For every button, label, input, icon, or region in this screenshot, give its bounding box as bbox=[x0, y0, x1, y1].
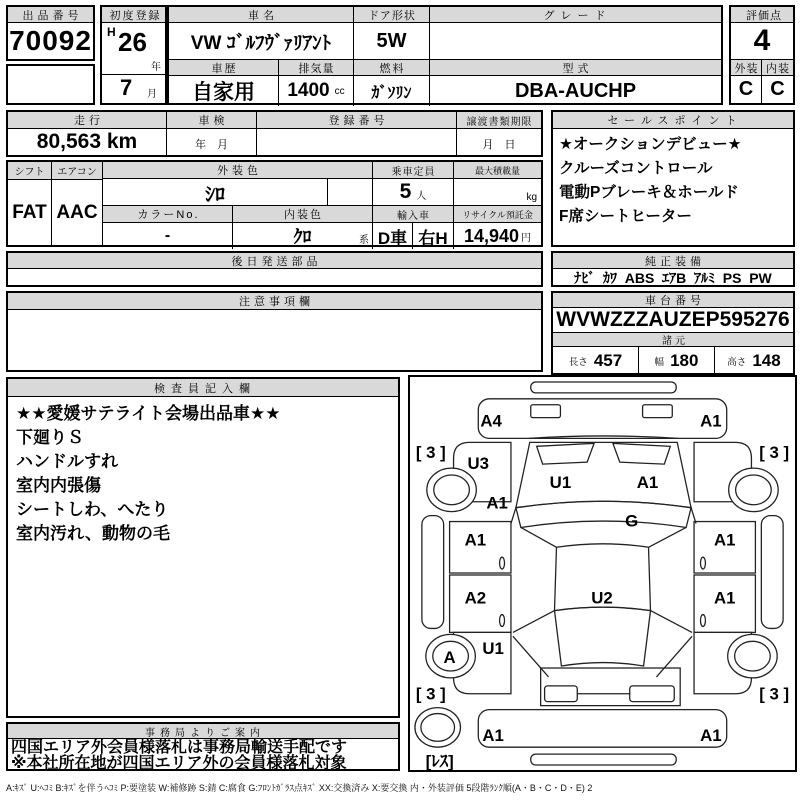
length-value: 457 bbox=[593, 350, 623, 370]
diagram-label: A1 bbox=[636, 472, 659, 492]
year-unit: 年 bbox=[151, 62, 161, 73]
text-line: ハンドルすれ bbox=[16, 452, 118, 471]
later-parts-label: 後日発送部品 bbox=[8, 253, 541, 269]
capacity-unit: 人 bbox=[416, 191, 427, 202]
month-unit: 月 bbox=[147, 89, 157, 100]
width-label: 幅 bbox=[654, 356, 665, 368]
exterior-color-value: ｼﾛ bbox=[103, 179, 328, 205]
transfer-due-value: 月 日 bbox=[482, 139, 516, 151]
color-no-label: カラーNo. bbox=[103, 206, 233, 222]
import-car-value1: D車 bbox=[373, 223, 413, 249]
inspection-label: 車検 bbox=[167, 112, 257, 128]
first-registration-month-cell bbox=[102, 75, 165, 103]
first-registration-label: 初度登録 bbox=[102, 7, 165, 23]
interior-grade-value: C bbox=[770, 78, 785, 100]
vehicle-main-box bbox=[167, 5, 723, 105]
height-label: 高さ bbox=[727, 356, 747, 368]
max-load-unit: kg bbox=[526, 192, 537, 203]
diagram-label: A1 bbox=[713, 530, 736, 550]
diagram-label: [ 3 ] bbox=[759, 443, 790, 463]
equipment-label: 純正装備 bbox=[553, 253, 793, 269]
width-value: 180 bbox=[670, 350, 699, 370]
inspector-notes-lines bbox=[8, 397, 398, 551]
first-registration-year-cell bbox=[102, 23, 165, 75]
diagram-label: A4 bbox=[480, 411, 502, 431]
first-registration-year: 26 bbox=[118, 27, 147, 57]
door-value: 5W bbox=[354, 23, 430, 59]
diagram-label: U1 bbox=[549, 472, 572, 492]
office-notice-box bbox=[6, 722, 400, 771]
displacement-value: 1400 bbox=[287, 80, 330, 101]
cautions-box bbox=[6, 291, 543, 372]
office-notice-lines bbox=[8, 739, 398, 772]
first-registration-month: 7 bbox=[120, 75, 133, 100]
history-value: 自家用 bbox=[169, 76, 279, 106]
recycle-unit: 円 bbox=[521, 232, 532, 244]
diagram-label: A bbox=[443, 648, 456, 668]
first-registration-box bbox=[100, 5, 167, 105]
diagram-label: U2 bbox=[591, 588, 613, 608]
score-box bbox=[729, 5, 795, 105]
exterior-color-label: 外装色 bbox=[103, 162, 373, 178]
text-line: 電動Pブレーキ＆ホールド bbox=[559, 184, 739, 201]
inspection-value: 年 月 bbox=[167, 129, 257, 155]
auction-number-value: 70092 bbox=[9, 25, 92, 56]
length-label: 長さ bbox=[568, 356, 588, 368]
diagram-label: [ﾚｽ] bbox=[425, 751, 454, 770]
max-load-label: 最大積載量 bbox=[454, 162, 541, 178]
interior-grade-label: 内装 bbox=[762, 60, 793, 75]
vin-box bbox=[551, 291, 795, 375]
door-label: ドア形状 bbox=[354, 7, 430, 22]
recycle-label: リサイクル預託金 bbox=[454, 206, 541, 222]
equipment-value: ﾅﾋﾞ ｶﾜ ABS ｴｱB ｱﾙﾐ PS PW bbox=[574, 269, 772, 286]
diagram-label: A1 bbox=[700, 726, 722, 746]
recycle-value: 14,940 bbox=[463, 225, 520, 246]
vin-value: WVWZZZAUZEP595276 bbox=[553, 308, 793, 333]
mileage-value: 80,563 km bbox=[8, 129, 167, 155]
displacement-label: 排気量 bbox=[279, 60, 354, 75]
diagram-label: A1 bbox=[482, 726, 504, 746]
capacity-value: 5 bbox=[399, 180, 412, 203]
shift-value: FAT bbox=[12, 201, 47, 223]
inspector-notes-label: 検査員記入欄 bbox=[8, 379, 398, 397]
aircon-value: AAC bbox=[56, 201, 98, 223]
auction-number-box bbox=[6, 5, 95, 61]
exterior-color-sub-cell bbox=[328, 179, 373, 205]
color-no-value: - bbox=[103, 223, 233, 249]
sales-points-label: セールスポイント bbox=[553, 112, 793, 129]
shift-label: シフト bbox=[8, 162, 51, 180]
inspector-notes-box bbox=[6, 377, 400, 718]
office-notice-label: 事務局よりご案内 bbox=[8, 724, 398, 739]
diagram-label: A1 bbox=[464, 530, 487, 550]
registration-number-label: 登録番号 bbox=[257, 112, 457, 128]
text-line: クルーズコントロール bbox=[559, 160, 713, 177]
import-car-value2: 右H bbox=[413, 223, 454, 249]
registration-number-value bbox=[257, 129, 457, 155]
grade-label: グレード bbox=[430, 7, 721, 22]
diagram-label: U1 bbox=[482, 639, 504, 659]
car-name-value: VW ｺﾞﾙﾌｳﾞｧﾘｱﾝﾄ bbox=[169, 23, 354, 59]
fuel-label: 燃料 bbox=[354, 60, 430, 75]
shift-column bbox=[8, 162, 52, 245]
text-line: 四国エリア外会員様落札は事務局輸送手配です bbox=[11, 739, 348, 756]
diagram-label: [ 3 ] bbox=[759, 684, 790, 704]
later-parts-box bbox=[6, 251, 543, 287]
import-car-label: 輸入車 bbox=[373, 206, 454, 222]
diagram-label: A1 bbox=[700, 411, 722, 431]
mileage-box bbox=[6, 110, 543, 157]
interior-color-suffix: 系 bbox=[359, 235, 369, 246]
score-value: 4 bbox=[731, 23, 793, 60]
aircon-label: エアコン bbox=[52, 162, 102, 180]
diagram-label: G bbox=[625, 511, 639, 531]
model-code-value: DBA-AUCHP bbox=[514, 79, 637, 102]
era-mark: H bbox=[107, 25, 116, 39]
text-line: 室内内張傷 bbox=[16, 476, 101, 495]
color-grid-box bbox=[6, 160, 543, 247]
auction-number-label: 出品番号 bbox=[8, 7, 93, 23]
exterior-grade-label: 外装 bbox=[731, 60, 762, 75]
text-line: F席シートヒーター bbox=[559, 208, 692, 225]
auction-number-empty-box bbox=[6, 64, 95, 105]
text-line: 下廻りＳ bbox=[16, 428, 84, 447]
height-value: 148 bbox=[752, 350, 781, 370]
diagram-label: A1 bbox=[713, 588, 736, 608]
diagram-label: [ 3 ] bbox=[415, 443, 446, 463]
score-label: 評価点 bbox=[731, 7, 793, 23]
diagram-label: A1 bbox=[486, 493, 508, 513]
exterior-grade-value: C bbox=[731, 76, 762, 103]
text-line: 室内汚れ、動物の毛 bbox=[16, 524, 171, 543]
mileage-label: 走行 bbox=[8, 112, 167, 128]
diagram-label: [ 3 ] bbox=[415, 684, 446, 704]
model-code-label: 型式 bbox=[430, 60, 721, 75]
sales-points-lines bbox=[553, 129, 793, 229]
cautions-label: 注意事項欄 bbox=[8, 293, 541, 310]
car-damage-diagram bbox=[410, 377, 795, 770]
diagram-label: U3 bbox=[467, 454, 490, 474]
car-name-label: 車名 bbox=[169, 7, 354, 22]
diagram-label: A2 bbox=[464, 588, 487, 608]
transfer-due-label: 譲渡書類期限 bbox=[457, 112, 541, 128]
text-line: シートしわ、へたり bbox=[16, 500, 169, 519]
grade-value bbox=[430, 23, 721, 59]
interior-color-label: 内装色 bbox=[233, 206, 373, 222]
history-label: 車歴 bbox=[169, 60, 279, 75]
damage-code-legend: A:ｷｽﾞ U:ﾍｺﾐ B:ｷｽﾞを伴うﾍｺﾐ P:要塗装 W:補修跡 S:錆 C:腐食 G:ﾌﾛﾝﾄｶﾞﾗｽ点ｷｽﾞ XX:交換済み X:要交換 内・外装評価 5段階ﾗﾝｸ順(A・B・C・D・E) 2 bbox=[6, 783, 593, 793]
text-line: ★★愛媛サテライト会場出品車★★ bbox=[16, 404, 281, 423]
capacity-label: 乗車定員 bbox=[373, 162, 454, 178]
vin-label: 車台番号 bbox=[553, 293, 793, 308]
dimensions-label: 諸元 bbox=[553, 333, 793, 347]
aircon-column bbox=[52, 162, 103, 245]
text-line: ※本社所在地が四国エリア外の会員様落札対象 bbox=[11, 754, 347, 772]
interior-color-value: ｸﾛ bbox=[293, 227, 312, 247]
sales-points-box bbox=[551, 110, 795, 247]
text-line: ★オークションデビュー★ bbox=[559, 136, 742, 153]
equipment-box bbox=[551, 251, 795, 287]
fuel-value: ｶﾞｿﾘﾝ bbox=[354, 76, 430, 106]
displacement-unit: cc bbox=[334, 85, 345, 97]
damage-diagram-box bbox=[408, 375, 797, 772]
